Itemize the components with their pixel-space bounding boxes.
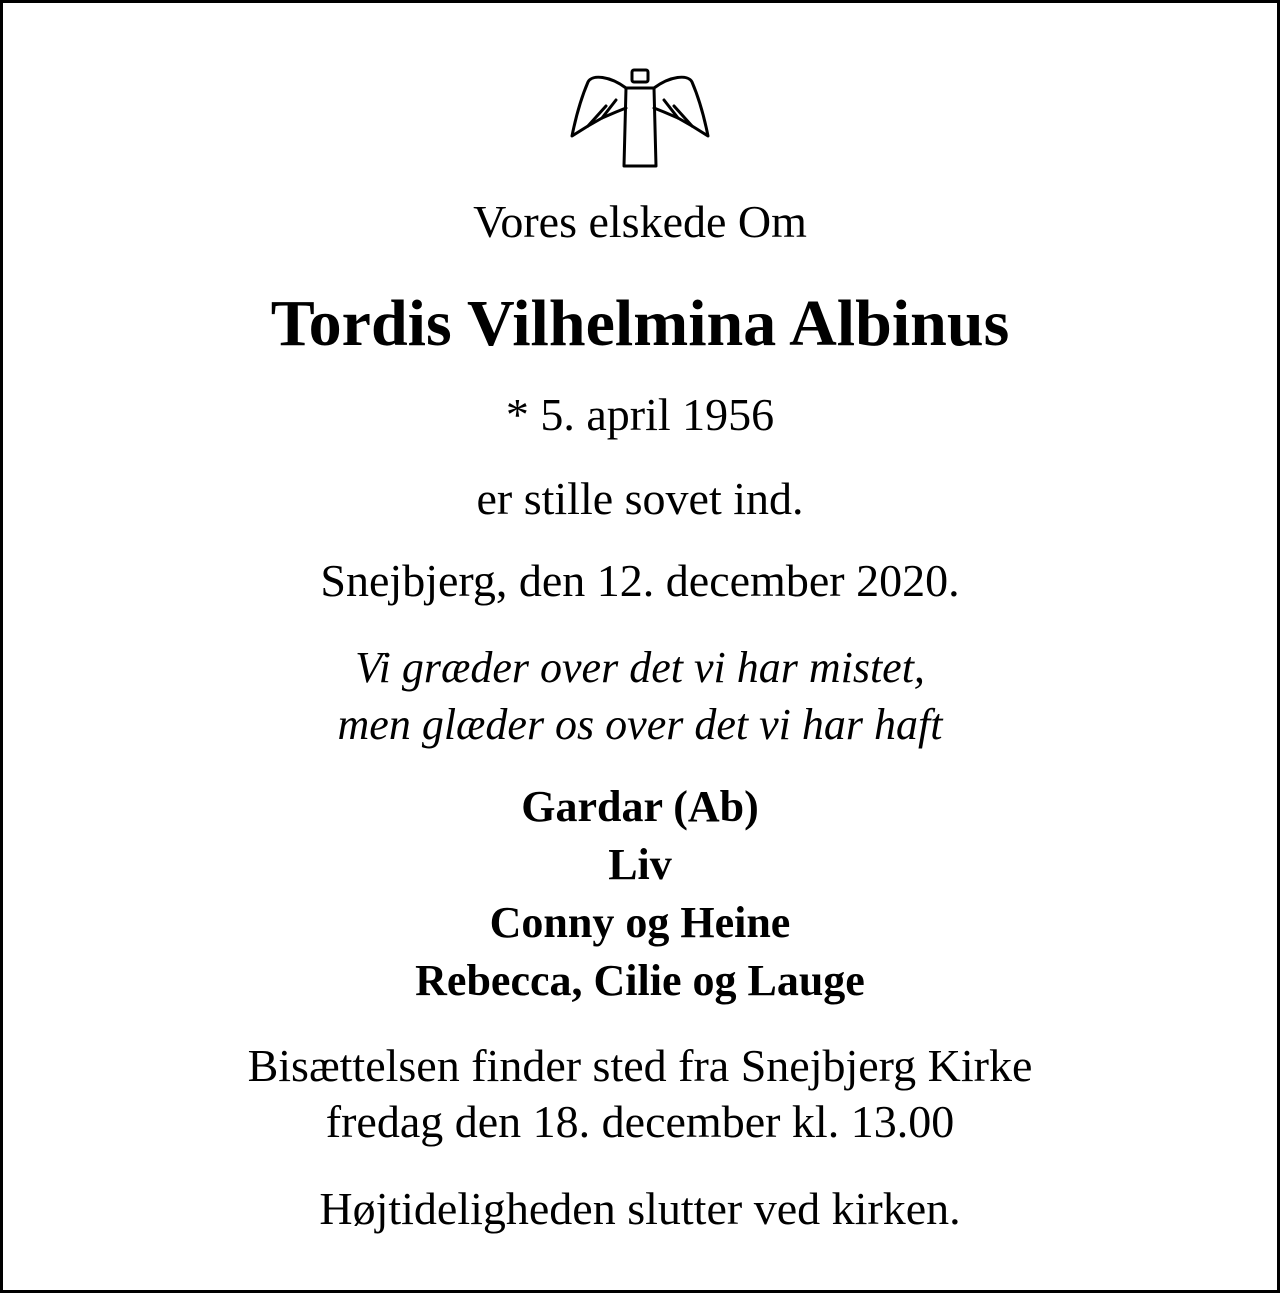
passed-text: er stille sovet ind. xyxy=(476,473,804,524)
mourner-name: Gardar (Ab) xyxy=(521,782,759,831)
closing-text: Højtideligheden slutter ved kirken. xyxy=(319,1183,961,1234)
funeral-info: Bisættelsen finder sted fra Snejbjerg Kirke xyxy=(247,1040,1033,1091)
intro-text: Vores elskede Om xyxy=(473,196,807,247)
place-and-date: Snejbjerg, den 12. december 2020. xyxy=(320,555,960,606)
mourner-name: Liv xyxy=(608,840,672,889)
mourner-name: Rebecca, Cilie og Lauge xyxy=(415,956,865,1005)
angel-icon xyxy=(566,66,714,172)
funeral-info: fredag den 18. december kl. 13.00 xyxy=(325,1096,955,1147)
birth-date: * 5. april 1956 xyxy=(505,389,775,440)
deceased-name: Tordis Vilhelmina Albinus xyxy=(270,287,1010,360)
verse-line: men glæder os over det vi har haft xyxy=(337,700,943,749)
mourner-name: Conny og Heine xyxy=(489,898,791,947)
verse-line: Vi græder over det vi har mistet, xyxy=(355,643,925,692)
